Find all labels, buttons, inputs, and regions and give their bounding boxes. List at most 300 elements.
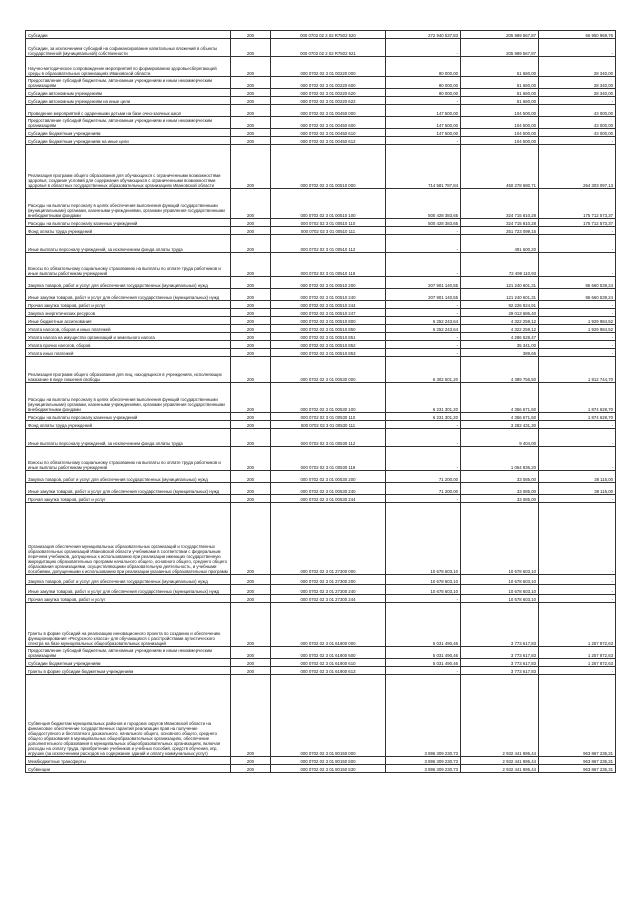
table-row bbox=[26, 137, 616, 145]
row-assigned: 6 252 243,64 bbox=[386, 317, 461, 325]
row-kbk: 000 0702 02 3 01 00450 000 bbox=[271, 105, 386, 117]
table-row bbox=[26, 595, 616, 603]
row-executed: 4 322 259,12 bbox=[461, 317, 539, 325]
row-name: Субсидии автономным учреждениям bbox=[26, 89, 231, 97]
row-assigned: 6 231 301,20 bbox=[386, 383, 461, 413]
table-row bbox=[26, 349, 616, 357]
row-executed: 205 989 567,87 bbox=[461, 39, 539, 57]
table-row bbox=[26, 667, 616, 675]
row-code: 200 bbox=[231, 219, 271, 227]
row-assigned: - bbox=[386, 667, 461, 675]
row-name: Иные выплаты персоналу учреждений, за исключением фонда оплаты труда bbox=[26, 429, 231, 447]
row-code: 200 bbox=[231, 235, 271, 253]
row-assigned: - bbox=[386, 333, 461, 341]
row-kbk: 000 0702 02 3 01 00530 111 bbox=[271, 421, 386, 429]
row-code: 200 bbox=[231, 421, 271, 429]
row-kbk: 000 0702 02 3 01 00510 244 bbox=[271, 301, 386, 309]
row-kbk: 000 0702 02 3 01 00530 200 bbox=[271, 471, 386, 483]
row-code: 200 bbox=[231, 471, 271, 483]
row-unexecuted: - bbox=[539, 301, 616, 309]
row-unexecuted: - bbox=[539, 447, 616, 471]
row-code: 200 bbox=[231, 325, 271, 333]
row-kbk: 000 0702 02 3 01 80150 500 bbox=[271, 757, 386, 765]
row-assigned: - bbox=[386, 227, 461, 235]
row-code: 200 bbox=[231, 413, 271, 421]
budget-report-page bbox=[25, 30, 615, 773]
row-assigned: - bbox=[386, 137, 461, 145]
row-unexecuted: 1 929 984,52 bbox=[539, 325, 616, 333]
row-kbk: 000 0702 02 3 01 00530 000 bbox=[271, 357, 386, 383]
budget-table bbox=[25, 30, 616, 773]
row-name: Фонд оплаты труда учреждений bbox=[26, 227, 231, 235]
row-name: Проведение мероприятий с одаренными детьми на базе очно-заочных школ bbox=[26, 105, 231, 117]
row-unexecuted: 86 660 539,24 bbox=[539, 277, 616, 289]
table-row bbox=[26, 325, 616, 333]
row-unexecuted: 1 257 872,63 bbox=[539, 603, 616, 647]
row-code: 200 bbox=[231, 585, 271, 595]
row-name: Предоставление субсидий бюджетным, автономным учреждениям и иным некоммерческим организациям bbox=[26, 77, 231, 89]
row-kbk: 000 0702 02 3 01 00510 112 bbox=[271, 235, 386, 253]
row-assigned: 207 901 140,55 bbox=[386, 289, 461, 301]
row-name: Субсидии бюджетным учреждениям bbox=[26, 659, 231, 667]
row-assigned: - bbox=[386, 421, 461, 429]
row-name: Межбюджетные трансферты bbox=[26, 757, 231, 765]
row-name: Уплата налогов, сборов и иных платежей bbox=[26, 325, 231, 333]
row-executed: 450 278 680,71 bbox=[461, 145, 539, 189]
table-row bbox=[26, 253, 616, 277]
table-row bbox=[26, 471, 616, 483]
row-kbk: 000 0702 02 3 01 00220 000 bbox=[271, 57, 386, 77]
row-code: 200 bbox=[231, 333, 271, 341]
row-code: 200 bbox=[231, 483, 271, 495]
row-assigned: - bbox=[386, 341, 461, 349]
row-assigned: 147 500,00 bbox=[386, 117, 461, 129]
row-name: Закупка товаров, работ и услуг для обеспечения государственных (муниципальных) нужд bbox=[26, 575, 231, 585]
row-kbk: 000 0702 02 3 01 80150 000 bbox=[271, 675, 386, 757]
row-executed: 121 240 601,31 bbox=[461, 277, 539, 289]
row-executed: 51 660,00 bbox=[461, 97, 539, 105]
row-assigned: 80 000,00 bbox=[386, 57, 461, 77]
row-name: Расходы на выплаты персоналу казенных учреждений bbox=[26, 413, 231, 421]
row-name: Предоставление субсидий бюджетным, автономным учреждениям и иным некоммерческим организациям bbox=[26, 647, 231, 659]
row-assigned: 80 000,00 bbox=[386, 89, 461, 97]
row-code: 200 bbox=[231, 757, 271, 765]
row-code: 200 bbox=[231, 77, 271, 89]
table-row bbox=[26, 447, 616, 471]
table-row bbox=[26, 235, 616, 253]
row-executed: 10 678 603,10 bbox=[461, 585, 539, 595]
row-assigned: 6 252 243,64 bbox=[386, 325, 461, 333]
row-kbk: 000 0702 02 3 01 00530 119 bbox=[271, 447, 386, 471]
row-unexecuted: 1 257 872,63 bbox=[539, 647, 616, 659]
table-row bbox=[26, 483, 616, 495]
table-row bbox=[26, 659, 616, 667]
row-kbk: 000 0702 02 3 01 00220 620 bbox=[271, 89, 386, 97]
row-name: Взносы по обязательному социальному страхованию на выплаты по оплате труда работников и иные выплаты работникам учреждений bbox=[26, 253, 231, 277]
row-code: 200 bbox=[231, 39, 271, 57]
table-row bbox=[26, 585, 616, 595]
row-assigned: 6 231 301,20 bbox=[386, 413, 461, 421]
row-code: 200 bbox=[231, 349, 271, 357]
row-code: 200 bbox=[231, 253, 271, 277]
row-code: 200 bbox=[231, 277, 271, 289]
row-code: 200 bbox=[231, 667, 271, 675]
row-kbk: 000 0702 02 3 01 00220 600 bbox=[271, 77, 386, 89]
table-row bbox=[26, 105, 616, 117]
row-unexecuted: 1 929 984,52 bbox=[539, 317, 616, 325]
row-executed: 33 085,00 bbox=[461, 471, 539, 483]
row-unexecuted: - bbox=[539, 333, 616, 341]
row-unexecuted: - bbox=[539, 253, 616, 277]
table-row bbox=[26, 575, 616, 585]
row-executed: 491 600,20 bbox=[461, 235, 539, 253]
row-kbk: 000 0702 02 3 01 00530 240 bbox=[271, 483, 386, 495]
row-name: Расходы на выплаты персоналу в целях обеспечения выполнения функций государственными (муниципальными) органами, казенными учреждениями, органами управления государственными внебюджетными фондами bbox=[26, 189, 231, 219]
row-kbk: 000 0702 02 3 01 00530 112 bbox=[271, 429, 386, 447]
row-kbk: 000 0702 02 3 01 00510 800 bbox=[271, 317, 386, 325]
row-code: 200 bbox=[231, 429, 271, 447]
row-assigned: 3 896 309 230,73 bbox=[386, 757, 461, 765]
row-executed: 4 322 259,12 bbox=[461, 325, 539, 333]
row-code: 200 bbox=[231, 603, 271, 647]
row-name: Субвенция бюджетам муниципальных районов и городских округов Ивановской области на финансовое обеспечение государственных гарантий реализации прав на получение общедоступного и бесплатного дошкольного, начального общего, основного общего, среднего общего образования в муниципальных общеобразовательных организациях, обеспечение дополнительного образования в муниципальных общеобразовательных организациях, включая расходы на оплату труда, приобретение учебников и учебных пособий, средств обучения, игр, игрушек (за исключением расходов на содержание зданий и оплату коммунальных услуг) bbox=[26, 675, 231, 757]
row-unexecuted: 1 874 629,70 bbox=[539, 383, 616, 413]
row-assigned: - bbox=[386, 39, 461, 57]
row-unexecuted: 264 303 097,13 bbox=[539, 145, 616, 189]
table-row bbox=[26, 289, 616, 301]
row-executed: 51 660,00 bbox=[461, 89, 539, 97]
row-name: Предоставление субсидий бюджетным, автономным учреждениям и иным некоммерческим организациям bbox=[26, 117, 231, 129]
table-row bbox=[26, 227, 616, 235]
row-name: Расходы на выплаты персоналу казенных учреждений bbox=[26, 219, 231, 227]
row-assigned: - bbox=[386, 301, 461, 309]
row-code: 200 bbox=[231, 675, 271, 757]
row-kbk: 000 0702 02 3 01 00510 200 bbox=[271, 277, 386, 289]
row-kbk: 000 0702 02 3 01 00510 119 bbox=[271, 253, 386, 277]
row-executed: 4 356 671,50 bbox=[461, 383, 539, 413]
row-kbk: 000 0702 02 3 01 61900 613 bbox=[271, 667, 386, 675]
row-name: Реализация программ общего образования для лиц, находящихся в учреждениях, исполняющих наказание в виде лишения свободы bbox=[26, 357, 231, 383]
row-kbk: 000 0702 02 3 01 27300 244 bbox=[271, 595, 386, 603]
row-name: Закупка товаров, работ и услуг для обеспечения государственных (муниципальных) нужд bbox=[26, 471, 231, 483]
row-unexecuted: - bbox=[539, 309, 616, 317]
row-assigned: 71 200,00 bbox=[386, 471, 461, 483]
row-unexecuted: 86 660 539,24 bbox=[539, 289, 616, 301]
row-unexecuted: - bbox=[539, 235, 616, 253]
row-code: 200 bbox=[231, 647, 271, 659]
row-kbk: 000 0702 02 3 01 00510 850 bbox=[271, 325, 386, 333]
table-row bbox=[26, 31, 616, 39]
table-row bbox=[26, 39, 616, 57]
row-assigned: 10 678 603,10 bbox=[386, 585, 461, 595]
row-name: Иные закупки товаров, работ и услуг для обеспечения государственных (муниципальных) нужд bbox=[26, 289, 231, 301]
table-row bbox=[26, 647, 616, 659]
row-assigned: - bbox=[386, 253, 461, 277]
row-assigned: 3 896 309 230,73 bbox=[386, 675, 461, 757]
row-executed: 104 500,00 bbox=[461, 137, 539, 145]
row-name: Прочая закупка товаров, работ и услуг bbox=[26, 495, 231, 503]
row-assigned: 3 896 309 230,73 bbox=[386, 765, 461, 773]
row-executed: 4 356 671,50 bbox=[461, 413, 539, 421]
row-assigned: - bbox=[386, 349, 461, 357]
row-executed: 2 932 441 995,44 bbox=[461, 757, 539, 765]
row-executed: 10 678 603,10 bbox=[461, 503, 539, 575]
row-kbk: 000 0702 02 2 02 R7502 521 bbox=[271, 39, 386, 57]
row-name: Прочая закупка товаров, работ и услуг bbox=[26, 301, 231, 309]
row-assigned: 147 500,00 bbox=[386, 105, 461, 117]
table-row bbox=[26, 89, 616, 97]
row-unexecuted: 963 867 235,31 bbox=[539, 757, 616, 765]
row-unexecuted: 1 874 629,70 bbox=[539, 413, 616, 421]
table-row bbox=[26, 495, 616, 503]
row-code: 200 bbox=[231, 227, 271, 235]
row-kbk: 000 0702 02 3 01 00510 111 bbox=[271, 227, 386, 235]
row-code: 200 bbox=[231, 145, 271, 189]
table-row bbox=[26, 97, 616, 105]
row-kbk: 000 0702 02 3 01 27300 000 bbox=[271, 503, 386, 575]
table-row bbox=[26, 421, 616, 429]
row-name: Расходы на выплаты персоналу в целях обеспечения выполнения функций государственными (муниципальными) органами, казенными учреждениями, органами управления государственными внебюджетными фондами bbox=[26, 383, 231, 413]
row-code: 200 bbox=[231, 97, 271, 105]
row-code: 200 bbox=[231, 89, 271, 97]
table-row bbox=[26, 145, 616, 189]
row-unexecuted: 43 000,00 bbox=[539, 117, 616, 129]
row-code: 200 bbox=[231, 383, 271, 413]
row-unexecuted: - bbox=[539, 667, 616, 675]
row-name: Иные закупки товаров, работ и услуг для обеспечения государственных (муниципальных) нужд bbox=[26, 483, 231, 495]
row-kbk: 000 0702 02 3 01 00510 851 bbox=[271, 333, 386, 341]
row-executed: 51 660,00 bbox=[461, 77, 539, 89]
row-code: 200 bbox=[231, 105, 271, 117]
row-assigned: 5 031 490,46 bbox=[386, 603, 461, 647]
row-unexecuted: 28 340,00 bbox=[539, 77, 616, 89]
row-kbk: 000 0702 02 3 01 27300 240 bbox=[271, 585, 386, 595]
row-unexecuted: 1 257 872,63 bbox=[539, 659, 616, 667]
row-executed: 4 286 528,47 bbox=[461, 333, 539, 341]
table-row bbox=[26, 413, 616, 421]
row-code: 200 bbox=[231, 659, 271, 667]
row-unexecuted: - bbox=[539, 429, 616, 447]
row-executed: 3 773 617,83 bbox=[461, 659, 539, 667]
row-executed: 10 678 603,10 bbox=[461, 575, 539, 585]
row-unexecuted: 38 115,00 bbox=[539, 471, 616, 483]
row-executed: 121 240 601,31 bbox=[461, 289, 539, 301]
row-code: 200 bbox=[231, 301, 271, 309]
row-assigned: - bbox=[386, 595, 461, 603]
row-unexecuted: 66 950 969,76 bbox=[539, 31, 616, 39]
row-code: 200 bbox=[231, 595, 271, 603]
row-kbk: 000 0702 02 3 01 00450 600 bbox=[271, 117, 386, 129]
table-row bbox=[26, 503, 616, 575]
row-name: Организация обеспечения муниципальных образовательных организаций и государственных образовательных организаций Ивановской области учебниками в соответствии с федеральным перечнем учебников, допущенных к использованию при реализации имеющих государственную аккредитацию образовательных программ начального общего, основного общего, среднего общего образования организациями, осуществляющими образовательную деятельность, и учебными пособиями, допущенными к использованию при реализации указанных образовательных программ bbox=[26, 503, 231, 575]
row-assigned: - bbox=[386, 447, 461, 471]
table-row bbox=[26, 309, 616, 317]
row-executed: 10 678 603,10 bbox=[461, 595, 539, 603]
row-unexecuted: 38 115,00 bbox=[539, 483, 616, 495]
row-executed: 389,65 bbox=[461, 349, 539, 357]
row-name: Гранты в форме субсидии бюджетным учреждениям bbox=[26, 667, 231, 675]
row-unexecuted: - bbox=[539, 341, 616, 349]
row-name: Субсидии бюджетным учреждениям на иные цели bbox=[26, 137, 231, 145]
row-name: Субсидии bbox=[26, 31, 231, 39]
row-unexecuted: - bbox=[539, 495, 616, 503]
row-executed: 92 226 924,91 bbox=[461, 301, 539, 309]
table-row bbox=[26, 357, 616, 383]
row-code: 200 bbox=[231, 117, 271, 129]
row-executed: 104 500,00 bbox=[461, 129, 539, 137]
row-code: 200 bbox=[231, 189, 271, 219]
row-code: 200 bbox=[231, 137, 271, 145]
row-unexecuted: - bbox=[539, 421, 616, 429]
row-kbk: 000 0702 02 3 01 00530 244 bbox=[271, 495, 386, 503]
table-row bbox=[26, 675, 616, 757]
table-row bbox=[26, 277, 616, 289]
row-code: 200 bbox=[231, 57, 271, 77]
row-name: Уплата налога на имущество организаций и земельного налога bbox=[26, 333, 231, 341]
row-kbk: 000 0702 02 3 01 00450 612 bbox=[271, 137, 386, 145]
row-unexecuted: 175 712 573,37 bbox=[539, 219, 616, 227]
row-unexecuted: 43 000,00 bbox=[539, 105, 616, 117]
row-assigned: 6 302 501,20 bbox=[386, 357, 461, 383]
row-unexecuted: - bbox=[539, 595, 616, 603]
row-executed: 104 500,00 bbox=[461, 117, 539, 129]
row-code: 200 bbox=[231, 495, 271, 503]
row-assigned: 80 000,00 bbox=[386, 77, 461, 89]
row-assigned: - bbox=[386, 495, 461, 503]
table-row bbox=[26, 765, 616, 773]
table-row bbox=[26, 301, 616, 309]
row-unexecuted: 963 867 235,31 bbox=[539, 765, 616, 773]
row-code: 200 bbox=[231, 765, 271, 773]
table-row bbox=[26, 57, 616, 77]
row-executed: 3 282 431,30 bbox=[461, 421, 539, 429]
row-assigned: 147 500,00 bbox=[386, 129, 461, 137]
table-row bbox=[26, 129, 616, 137]
row-name: Субсидии автономным учреждениям на иные цели bbox=[26, 97, 231, 105]
row-executed: 2 932 441 995,44 bbox=[461, 765, 539, 773]
row-code: 200 bbox=[231, 341, 271, 349]
row-unexecuted: - bbox=[539, 137, 616, 145]
row-kbk: 000 0702 02 3 01 00510 000 bbox=[271, 145, 386, 189]
table-row bbox=[26, 333, 616, 341]
row-executed: 324 715 810,28 bbox=[461, 219, 539, 227]
row-unexecuted: - bbox=[539, 39, 616, 57]
row-kbk: 000 0702 02 3 01 27300 200 bbox=[271, 575, 386, 585]
row-name: Закупка энергетических ресурсов bbox=[26, 309, 231, 317]
row-code: 200 bbox=[231, 447, 271, 471]
row-executed: 72 499 110,93 bbox=[461, 253, 539, 277]
row-name: Иные закупки товаров, работ и услуг для обеспечения государственных (муниципальных) нужд bbox=[26, 585, 231, 595]
row-assigned: - bbox=[386, 429, 461, 447]
row-kbk: 000 0702 02 3 01 00510 240 bbox=[271, 289, 386, 301]
row-name: Гранты в форме субсидий на реализацию инновационного проекта по созданию и обеспечению функционирования «Ресурсного класса» для обучающихся с расстройствами аутистического спектра на базе муниципальных общеобразовательных организаций bbox=[26, 603, 231, 647]
row-kbk: 000 0702 02 3 01 61900 610 bbox=[271, 659, 386, 667]
row-name: Научно-методическое сопровождение мероприятий по формированию здоровьесберегающей среды в образовательных организациях Ивановской области bbox=[26, 57, 231, 77]
row-kbk: 000 0702 02 3 01 00510 100 bbox=[271, 189, 386, 219]
row-kbk: 000 0702 02 3 01 00530 110 bbox=[271, 413, 386, 421]
row-name: Субсидии, за исключением субсидий на софинансирование капитальных вложений в объекты государственной (муниципальной) собственности bbox=[26, 39, 231, 57]
row-name: Фонд оплаты труда учреждений bbox=[26, 421, 231, 429]
table-row bbox=[26, 757, 616, 765]
row-executed: 1 064 836,20 bbox=[461, 447, 539, 471]
row-unexecuted: - bbox=[539, 227, 616, 235]
row-unexecuted: 175 712 573,37 bbox=[539, 189, 616, 219]
row-executed: 3 773 617,83 bbox=[461, 603, 539, 647]
row-unexecuted: 1 912 744,70 bbox=[539, 357, 616, 383]
row-kbk: 000 0702 02 3 01 00450 610 bbox=[271, 129, 386, 137]
row-name: Субсидии бюджетным учреждениям bbox=[26, 129, 231, 137]
row-unexecuted: - bbox=[539, 97, 616, 105]
row-assigned: 5 031 490,46 bbox=[386, 647, 461, 659]
row-code: 200 bbox=[231, 503, 271, 575]
row-executed: 51 660,00 bbox=[461, 57, 539, 77]
row-code: 200 bbox=[231, 31, 271, 39]
row-executed: 35 341,00 bbox=[461, 341, 539, 349]
row-executed: 3 773 617,83 bbox=[461, 667, 539, 675]
row-executed: 3 773 617,83 bbox=[461, 647, 539, 659]
row-code: 200 bbox=[231, 289, 271, 301]
row-code: 200 bbox=[231, 129, 271, 137]
row-assigned: 5 031 490,46 bbox=[386, 659, 461, 667]
row-executed: 251 723 099,15 bbox=[461, 227, 539, 235]
row-kbk: 000 0702 02 3 01 61900 600 bbox=[271, 647, 386, 659]
row-assigned: - bbox=[386, 235, 461, 253]
table-row bbox=[26, 77, 616, 89]
row-kbk: 000 0702 02 3 01 61900 000 bbox=[271, 603, 386, 647]
row-executed: 2 932 441 995,44 bbox=[461, 675, 539, 757]
row-unexecuted: 963 867 235,31 bbox=[539, 675, 616, 757]
row-executed: 4 389 756,50 bbox=[461, 357, 539, 383]
row-code: 200 bbox=[231, 309, 271, 317]
row-assigned: - bbox=[386, 97, 461, 105]
row-unexecuted: 28 340,00 bbox=[539, 57, 616, 77]
row-assigned: 272 940 537,83 bbox=[386, 31, 461, 39]
row-unexecuted: 43 000,00 bbox=[539, 129, 616, 137]
row-kbk: 000 0702 02 3 01 80150 530 bbox=[271, 765, 386, 773]
row-kbk: 000 0702 02 3 01 00510 852 bbox=[271, 341, 386, 349]
row-executed: 33 085,00 bbox=[461, 483, 539, 495]
row-name: Реализация программ общего образования для обучающихся с ограниченными возможностями здоровья, создание условий для содержания обучающихся с ограниченными возможностями здоровья в областных государственных образовательных организациях Ивановской области bbox=[26, 145, 231, 189]
row-assigned: - bbox=[386, 309, 461, 317]
row-kbk: 000 0702 02 2 02 R7502 520 bbox=[271, 31, 386, 39]
row-name: Взносы по обязательному социальному страхованию на выплаты по оплате труда работников и иные выплаты работникам учреждений bbox=[26, 447, 231, 471]
row-code: 200 bbox=[231, 317, 271, 325]
row-unexecuted: - bbox=[539, 349, 616, 357]
row-unexecuted: - bbox=[539, 575, 616, 585]
row-kbk: 000 0702 02 3 01 00510 247 bbox=[271, 309, 386, 317]
row-name: Иные бюджетные ассигнования bbox=[26, 317, 231, 325]
row-name: Иные выплаты персоналу учреждений, за исключением фонда оплаты труда bbox=[26, 235, 231, 253]
row-name: Уплата прочих налогов, сборов bbox=[26, 341, 231, 349]
table-row bbox=[26, 429, 616, 447]
row-assigned: 500 428 383,65 bbox=[386, 219, 461, 227]
row-unexecuted: - bbox=[539, 585, 616, 595]
table-row bbox=[26, 603, 616, 647]
row-assigned: 714 581 787,84 bbox=[386, 145, 461, 189]
row-name: Уплата иных платежей bbox=[26, 349, 231, 357]
row-executed: 205 989 567,87 bbox=[461, 31, 539, 39]
row-kbk: 000 0702 02 3 01 00220 622 bbox=[271, 97, 386, 105]
table-row bbox=[26, 219, 616, 227]
row-assigned: 71 200,00 bbox=[386, 483, 461, 495]
table-row bbox=[26, 117, 616, 129]
table-row bbox=[26, 189, 616, 219]
row-assigned: 500 428 383,65 bbox=[386, 189, 461, 219]
row-executed: 324 715 810,28 bbox=[461, 189, 539, 219]
row-executed: 29 013 686,40 bbox=[461, 309, 539, 317]
row-assigned: 10 678 603,10 bbox=[386, 575, 461, 585]
row-assigned: 10 678 603,10 bbox=[386, 503, 461, 575]
